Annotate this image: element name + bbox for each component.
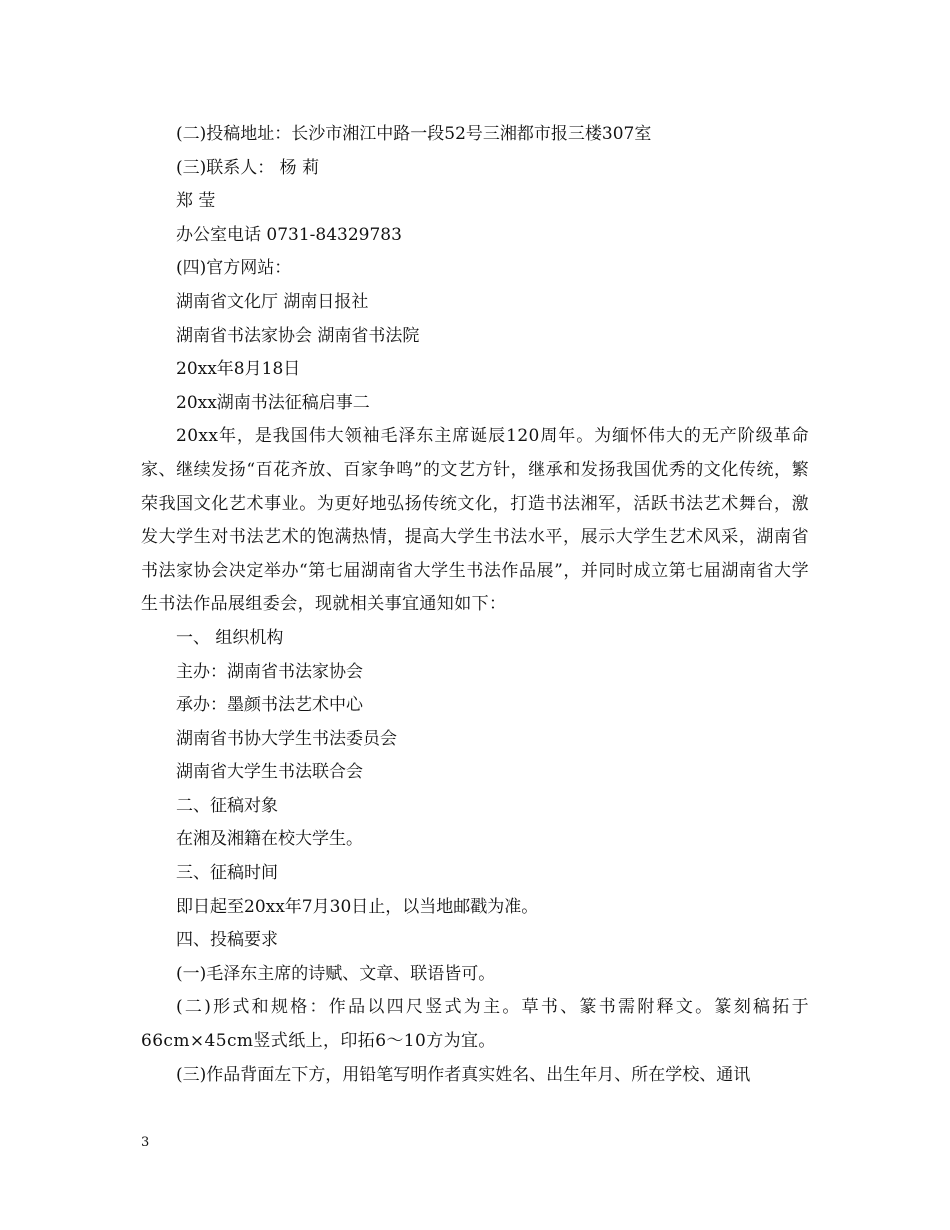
heading-time: 三、征稿时间 [176, 863, 278, 884]
text-line-contact-person: (三)联系人： 杨 莉 [176, 157, 320, 178]
text-line-submission-address: (二)投稿地址：长沙市湘江中路一段52号三湘都市报三楼307室 [176, 124, 652, 144]
text-line-organizer: 承办：墨颜书法艺术中心 [176, 695, 363, 716]
text-line-contact-person-2: 郑 莹 [176, 191, 216, 212]
heading-target: 二、征稿对象 [176, 795, 278, 816]
text-line-office-phone: 办公室电话 0731-84329783 [176, 224, 402, 245]
text-line-host: 主办：湖南省书法家协会 [176, 661, 363, 682]
heading-organization: 一、 组织机构 [176, 627, 284, 648]
text-line-requirement-3: (三)作品背面左下方，用铅笔写明作者真实姓名、出生年月、所在学校、通讯 [176, 1064, 751, 1085]
text-line-organizers-1: 湖南省文化厅 湖南日报社 [176, 291, 369, 312]
text-line-co-organizer-2: 湖南省大学生书法联合会 [176, 762, 363, 783]
text-line-organizers-2: 湖南省书法家协会 湖南省书法院 [176, 325, 420, 346]
text-line-co-organizer-1: 湖南省书协大学生书法委员会 [176, 728, 397, 749]
page-number: 3 [141, 1135, 150, 1150]
heading-requirements: 四、投稿要求 [176, 930, 278, 951]
text-line-time: 即日起至20xx年7月30日止，以当地邮戳为准。 [176, 896, 539, 917]
intro-paragraph: 20xx年，是我国伟大领袖毛泽东主席诞辰120周年。为缅怀伟大的无产阶级革命家、继续发扬“百花齐放、百家争鸣”的文艺方针，继承和发扬我国优秀的文化传统，繁荣我国文化艺术事业。为更好地弘扬传统文化，打造书法湘军，活跃书法艺术舞台，激发大学生对书法艺术的饱满热情，提高大学生书法水平，展示大学生艺术风采，湖南省书法家协会决定举办“第七届湖南省大学生书法作品展”，并同时成立第七届湖南省大学生书法作品展组委会，现就相关事宜通知如下： [141, 426, 809, 615]
document-body [141, 118, 809, 1092]
text-line-target: 在湘及湘籍在校大学生。 [176, 829, 363, 850]
text-line-requirement-1: (一)毛泽东主席的诗赋、文章、联语皆可。 [176, 963, 496, 984]
text-line-official-website: (四)官方网站： [176, 258, 292, 279]
text-line-date: 20xx年8月18日 [176, 359, 301, 380]
section-title: 20xx湖南书法征稿启事二 [176, 392, 370, 413]
requirement-2-paragraph: (二)形式和规格：作品以四尺竖式为主。草书、篆书需附释文。篆刻稿拓于66cm×45cm竖式纸上，印拓6～10方为宜。 [141, 997, 809, 1052]
